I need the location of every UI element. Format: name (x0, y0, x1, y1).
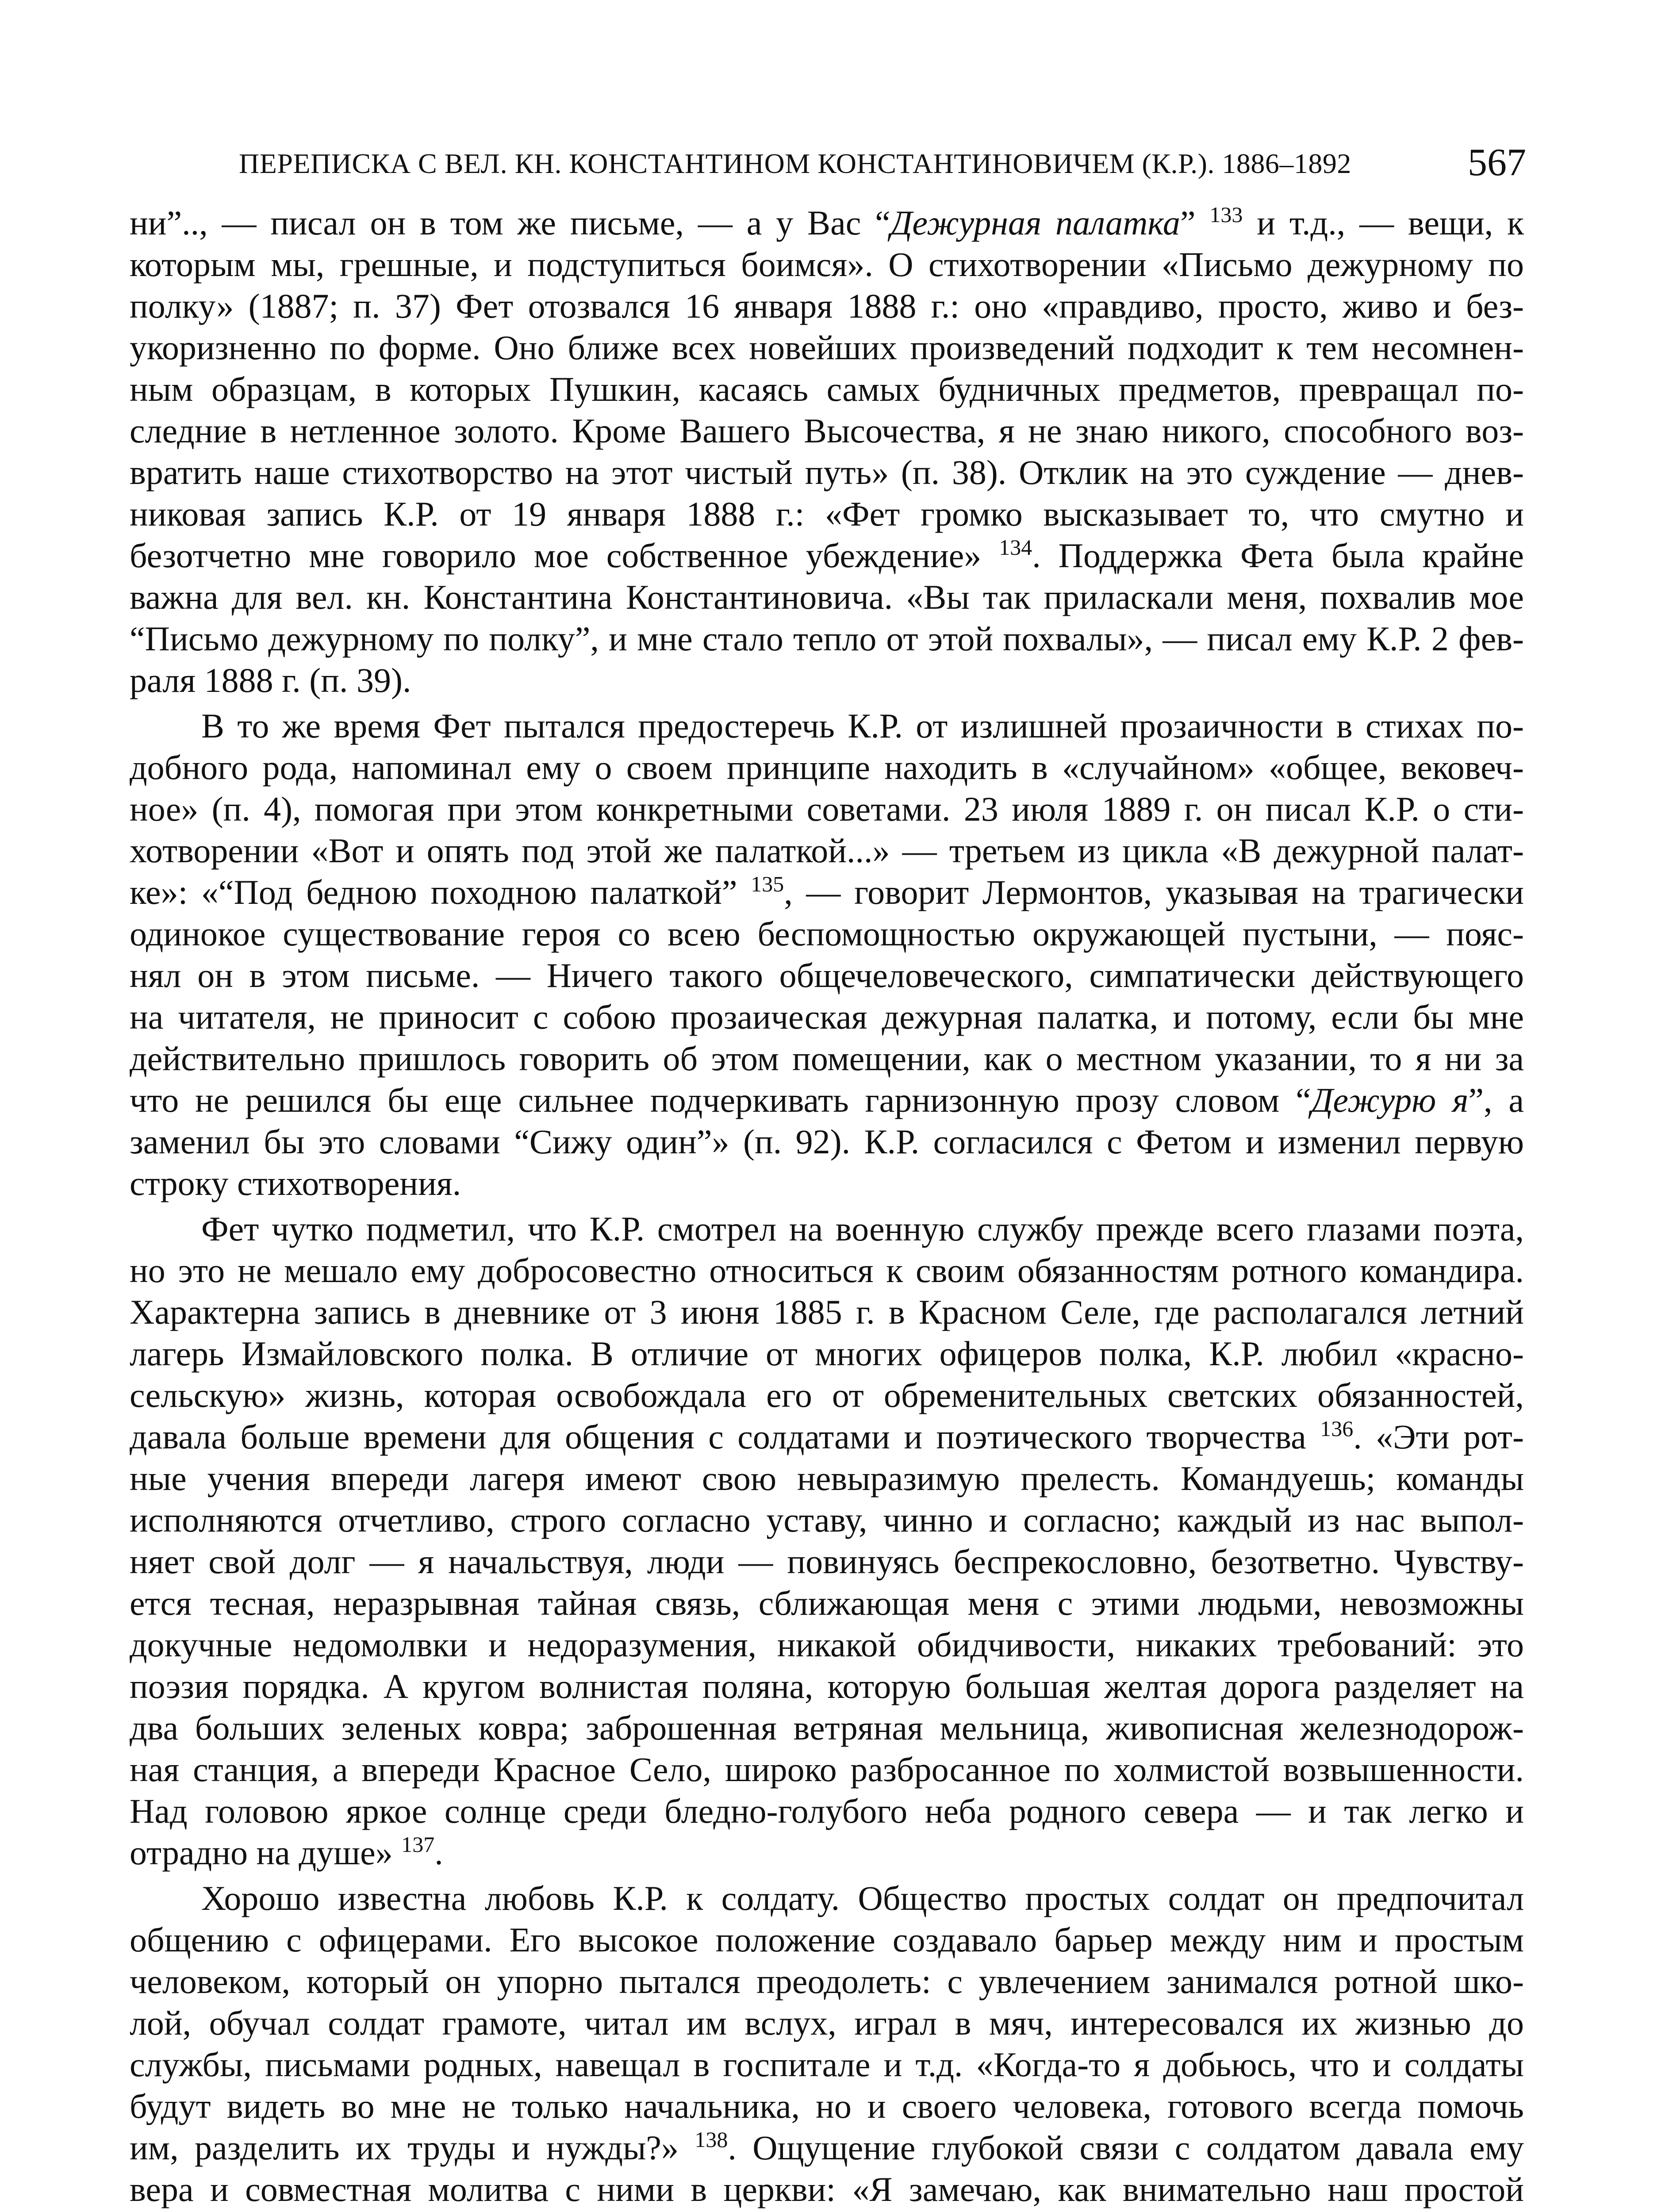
text-line: раля 1888 г. (п. 39). (130, 661, 411, 699)
text-line: “Письмо дежурному по полку”, и мне стало тепло от этой похвалы», — писал ему К.Р. 2 фев- (130, 619, 1524, 658)
text-line: действительно пришлось говорить об этом помещении, как о местном указании, то я ни за (130, 1039, 1524, 1078)
text-line (130, 2210, 1524, 2212)
text-line: два больших зеленых ковра; заброшенная ветряная мельница, живописная железнодорож- (130, 1709, 1524, 1747)
text-line: отрадно на душе» $^{137}$. (130, 1832, 443, 1872)
text-line: В то же время Фет пытался предостеречь К.Р. от излишней прозаичности в стихах по- (201, 707, 1524, 745)
text-line: на читателя, не приносит с собою прозаическая дежурная палатка, и потому, если бы мне (130, 998, 1524, 1036)
text-line: человеком, который он упорно пытался преодолеть: с увлечением занимался ротной шко- (130, 1962, 1524, 2001)
text-line: ни”.., — писал он в том же письме, — а у Вас “Дежурная палатка” $^{133}$ и т.д., — вещи, к (130, 202, 1524, 242)
running-head: ПЕРЕПИСКА С ВЕЛ. КН. КОНСТАНТИНОМ КОНСТАНТИНОВИЧЕМ (К.Р.). 1886–1892 (239, 148, 1351, 179)
text-line: никовая запись К.Р. от 19 января 1888 г.: «Фет громко высказывает то, что смутно и (130, 495, 1524, 533)
text-line: безотчетно мне говорило мое собственное убеждение» $^{134}$. Поддержка Фета была крайне (130, 535, 1524, 575)
text-line: важна для вел. кн. Константина Константиновича. «Вы так приласкали меня, похвалив мое (130, 578, 1524, 616)
footnote-ref: 136 (1320, 1416, 1354, 1441)
text-line: укоризненно по форме. Оно ближе всех новейших произведений подходит к тем несомнен- (130, 328, 1524, 367)
text-line: вратить наше стихотворство на этот чистый путь» (п. 38). Отклик на это суждение — днев- (130, 453, 1524, 492)
italic-title: Дежурная палатка (890, 204, 1180, 242)
footnote-ref: 135 (751, 872, 784, 896)
text-line: няет свой долг — я начальствуя, люди — повинуясь беспрекословно, безответно. Чувству- (130, 1542, 1524, 1581)
text-line: Хорошо известна любовь К.Р. к солдату. Общество простых солдат он предпочитал (201, 1879, 1524, 1917)
text-line: строку стихотворения. (130, 1164, 461, 1202)
text-line: вера и совместная молитва с ними в церкви: «Я замечаю, как внимательно наш простой (130, 2170, 1524, 2208)
text-line: ные учения впереди лагеря имеют свою невыразимую прелесть. Командуешь; команды (130, 1459, 1524, 1498)
footnote-ref: 137 (401, 1832, 435, 1857)
text-line: сельскую» жизнь, которая освобождала его от обременительных светских обязанностей, (130, 1376, 1524, 1414)
text-line: нял он в этом письме. — Ничего такого общечеловеческого, симпатически действующего (130, 956, 1524, 995)
text-line: заменил бы это словами “Сижу один”» (п. 92). К.Р. согласился с Фетом и изменил первую (130, 1122, 1524, 1161)
text-line: ке»: «“Под бедною походною палаткой” $^{135}$, — говорит Лермонтов, указывая на трагически (130, 872, 1524, 911)
text-line: что не решился бы еще сильнее подчеркивать гарнизонную прозу словом “Дежурю я”, а (130, 1081, 1524, 1119)
text-line: давала больше времени для общения с солдатами и поэтического творчества $^{136}$. «Эти рот- (130, 1416, 1524, 1456)
text-line: которым мы, грешные, и подступиться боимся». О стихотворении «Письмо дежурному по (130, 245, 1524, 284)
text-line: лагерь Измайловского полка. В отличие от многих офицеров полка, К.Р. любил «красно- (130, 1334, 1524, 1373)
text-line: ная станция, а впереди Красное Село, широко разбросанное по холмистой возвышенности. (130, 1750, 1524, 1789)
italic-quote: Дежурю я (1311, 1081, 1469, 1119)
text-line: лой, обучал солдат грамоте, читал им вслух, играл в мяч, интересовался их жизнью до (130, 2004, 1524, 2042)
text-line: докучные недомолвки и недоразумения, никакой обидчивости, никаких требований: это (130, 1625, 1524, 1664)
text-line: Характерна запись в дневнике от 3 июня 1885 г. в Красном Селе, где располагался летний (130, 1293, 1524, 1331)
footnote-ref: 138 (694, 2127, 728, 2152)
text-line: будут видеть во мне не только начальника, но и своего человека, готового всегда помочь (130, 2087, 1524, 2125)
page-number: 567 (1468, 141, 1526, 184)
text-line: исполняются отчетливо, строго согласно уставу, чинно и согласно; каждый из нас выпол- (130, 1501, 1524, 1539)
text-line: Фет чутко подметил, что К.Р. смотрел на военную службу прежде всего глазами поэта, (201, 1210, 1524, 1248)
text-line: поэзия порядка. А кругом волнистая поляна, которую большая желтая дорога разделяет на (130, 1667, 1524, 1705)
text-line: ное» (п. 4), помогая при этом конкретными советами. 23 июля 1889 г. он писал К.Р. о сти- (130, 790, 1524, 828)
text-line: ется тесная, неразрывная тайная связь, сближающая меня с этими людьми, невозможны (130, 1584, 1524, 1622)
text-line: общению с офицерами. Его высокое положение создавало барьер между ним и простым (130, 1920, 1524, 1959)
text-line: хотворении «Вот и опять под этой же палаткой...» — третьем из цикла «В дежурной палат- (130, 831, 1524, 870)
footnote-ref: 133 (1209, 202, 1243, 227)
text-line: следние в нетленное золото. Кроме Вашего Высочества, я не знаю никого, способного воз- (130, 411, 1524, 450)
text-line: службы, письмами родных, навещал в госпитале и т.д. «Когда-то я добьюсь, что и солдаты (130, 2045, 1524, 2084)
text-line: ным образцам, в которых Пушкин, касаясь самых будничных предметов, превращал по- (130, 370, 1524, 408)
text-line: одинокое существование героя со всею беспомощностью окружающей пустыни, — пояс- (130, 914, 1524, 953)
footnote-ref: 134 (999, 535, 1032, 560)
text-line: Над головою яркое солнце среди бледно-голубого неба родного севера — и так легко и (130, 1792, 1524, 1830)
text-line: им, разделить их труды и нужды?» $^{138}$. Ощущение глубокой связи с солдатом давала ему (130, 2127, 1524, 2167)
text-line: но это не мешало ему добросовестно относиться к своим обязанностям ротного командира. (130, 1251, 1524, 1290)
text-line: полку» (1887; п. 37) Фет отозвался 16 января 1888 г.: оно «правдиво, просто, живо и без- (130, 287, 1524, 325)
text-line: добного рода, напоминал ему о своем принципе находить в «случайном» «общее, вековеч- (130, 748, 1524, 787)
